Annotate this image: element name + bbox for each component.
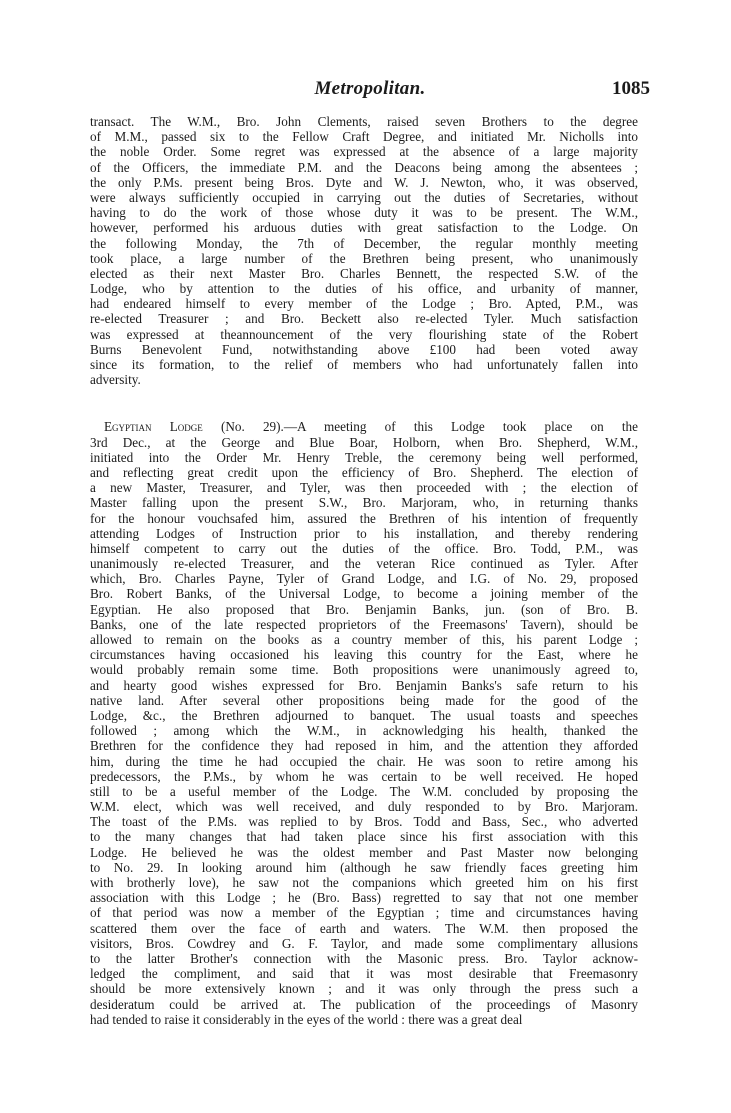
line-text: Lodge. He believed he was the oldest member and Past Master now belonging xyxy=(90,844,638,860)
text-line xyxy=(90,419,638,434)
text-line xyxy=(90,495,638,510)
article-body xyxy=(90,114,638,1027)
line-text: since its formation, to the relief of members who had unfortunately fallen into xyxy=(90,357,638,372)
text-line xyxy=(90,541,638,556)
line-text: which, Bro. Charles Payne, Tyler of Grand Lodge, and I.G. of No. 29, proposed xyxy=(90,571,638,587)
text-line xyxy=(90,450,638,465)
line-text: was expressed at theannouncement of the very flourishing state of the Robert xyxy=(90,326,638,342)
line-text: had endeared himself to every member of the Lodge ; Bro. Apted, P.M., was xyxy=(90,296,638,312)
running-head xyxy=(90,78,650,104)
line-text: the noble Order. Some regret was expressed at the absence of a large majority xyxy=(90,144,638,160)
text-line xyxy=(90,845,638,860)
text-line xyxy=(90,480,638,495)
text-line xyxy=(90,647,638,662)
line-text: initiated into the Order Mr. Henry Treble, the ceremony being well performed, xyxy=(90,449,638,465)
text-line xyxy=(90,693,638,708)
line-text: W.M. elect, which was well received, and duly responded to by Bro. Marjoram. xyxy=(90,799,638,815)
text-line xyxy=(90,905,638,920)
line-text: attending Lodges of Instruction prior to his installation, and thereby rendering xyxy=(90,525,638,541)
running-title: Metropolitan. xyxy=(314,78,426,99)
text-line xyxy=(90,357,638,372)
text-line xyxy=(90,769,638,784)
text-line xyxy=(90,1012,638,1027)
line-text: of M.M., passed six to the Fellow Craft Degree, and initiated Mr. Nicholls into xyxy=(90,129,638,145)
line-text: a new Master, Treasurer, and Tyler, was then proceeded with ; the election of xyxy=(90,480,638,496)
line-text: Burns Benevolent Fund, notwithstanding above £100 had been voted away xyxy=(90,341,638,357)
line-text: ledged the compliment, and said that it was most desirable that Freemasonry xyxy=(90,966,638,982)
line-text: him, during the time he had occupied the chair. He was soon to retire among his xyxy=(90,753,638,769)
paragraph xyxy=(90,114,638,387)
text-line xyxy=(90,632,638,647)
text-line xyxy=(90,951,638,966)
text-line xyxy=(90,435,638,450)
text-line xyxy=(90,114,638,129)
line-text: visitors, Bros. Cowdrey and G. F. Taylor, and made some complimentary allusions xyxy=(90,935,638,951)
line-text: had tended to raise it considerably in the eyes of the world : there was a great deal xyxy=(90,1011,523,1027)
line-text: Lodge, who by attention to the duties of his office, and urbanity of manner, xyxy=(90,281,638,297)
text-line xyxy=(90,296,638,311)
line-text: having to do the work of those whose duty it was to be present. The W.M., xyxy=(90,205,638,221)
line-text: Bro. Robert Banks, of the Universal Lodge, to become a joining member of the xyxy=(90,586,638,602)
lodge-name: Egyptian Lodge xyxy=(104,419,203,435)
text-line xyxy=(90,311,638,326)
line-text: elected as their next Master Bro. Charles Bennett, the respected S.W. of the xyxy=(90,265,638,281)
paragraph xyxy=(90,419,638,1027)
line-text: to the many changes that had taken place since his first association with this xyxy=(90,829,638,845)
line-text: scattered them over the face of earth and waters. The W.M. then proposed the xyxy=(90,920,638,936)
line-text: with brotherly love), he saw not the companions which greeted him on his first xyxy=(90,875,638,890)
page-number: 1085 xyxy=(612,78,650,99)
line-text: Banks, one of the late respected proprietors of the Freemasons' Tavern), should be xyxy=(90,616,638,632)
line-text: (No. 29).—A meeting of this Lodge took place on the xyxy=(202,419,639,435)
line-text: the following Monday, the 7th of December, the regular monthly meeting xyxy=(90,235,638,251)
text-line xyxy=(90,327,638,342)
line-text: 3rd Dec., at the George and Blue Boar, Holborn, when Bro. Shepherd, W.M., xyxy=(90,434,638,450)
text-line xyxy=(90,860,638,875)
line-text: The toast of the P.Ms. was replied to by Bros. Todd and Bass, Sec., who adverted xyxy=(90,814,638,830)
text-line xyxy=(90,890,638,905)
line-text: of the Officers, the immediate P.M. and the Deacons being among the absentees ; xyxy=(90,159,638,175)
text-line xyxy=(90,511,638,526)
text-line xyxy=(90,372,638,387)
line-text: to the latter Brother's connection with the Masonic press. Bro. Taylor acknow- xyxy=(90,950,638,966)
text-line xyxy=(90,921,638,936)
paragraph-gap xyxy=(90,387,638,419)
text-line xyxy=(90,966,638,981)
line-text: adversity. xyxy=(90,372,141,388)
line-text: should be more extensively known ; and it was only through the press such a xyxy=(90,981,638,997)
line-text: circumstances having occasioned his leaving this country for the East, where he xyxy=(90,647,638,663)
line-text: took place, a large number of the Brethren being present, who unanimously xyxy=(90,250,638,266)
text-line xyxy=(90,251,638,266)
line-text: transact. The W.M., Bro. John Clements, raised seven Brothers to the degree xyxy=(90,114,638,129)
line-text: unanimously re-elected Treasurer, and the veteran Rice continued as Tyler. After xyxy=(90,556,638,572)
text-line xyxy=(90,266,638,281)
text-line xyxy=(90,936,638,951)
line-text: however, performed his arduous duties with great satisfaction to the Lodge. On xyxy=(90,220,638,236)
text-line xyxy=(90,220,638,235)
line-text: predecessors, the P.Ms., by whom he was certain to be well received. He hoped xyxy=(90,768,638,784)
line-text: himself competent to carry out the duties of the office. Bro. Todd, P.M., was xyxy=(90,540,638,556)
line-text: for the honour vouchsafed him, assured the Brethren of his intention of frequently xyxy=(90,510,638,526)
text-line xyxy=(90,708,638,723)
line-text: still to be a useful member of the Lodge. The W.M. concluded by proposing the xyxy=(90,783,638,799)
line-text: the only P.Ms. present being Bros. Dyte and W. J. Newton, who, it was observed, xyxy=(90,174,638,190)
text-line xyxy=(90,754,638,769)
line-text: Lodge, &c., the Brethren adjourned to banquet. The usual toasts and speeches xyxy=(90,707,638,723)
line-text: allowed to remain on the books as a country member of this, his parent Lodge ; xyxy=(90,632,638,647)
text-line xyxy=(90,875,638,890)
text-line xyxy=(90,175,638,190)
text-line xyxy=(90,144,638,159)
text-line xyxy=(90,829,638,844)
text-line xyxy=(90,526,638,541)
text-line xyxy=(90,997,638,1012)
text-line xyxy=(90,160,638,175)
text-line xyxy=(90,586,638,601)
text-line xyxy=(90,723,638,738)
line-text: re-elected Treasurer ; and Bro. Beckett also re-elected Tyler. Much satisfaction xyxy=(90,311,638,327)
text-line xyxy=(90,814,638,829)
text-line xyxy=(90,465,638,480)
line-text: and reflecting great credit upon the efficiency of Bro. Shepherd. The election of xyxy=(90,464,638,480)
line-text: Master falling upon the present S.W., Bro. Marjoram, who, in returning thanks xyxy=(90,495,638,511)
text-line xyxy=(90,784,638,799)
line-text: native land. After several other propositions being made for the good of the xyxy=(90,692,638,708)
text-line xyxy=(90,236,638,251)
text-line xyxy=(90,281,638,296)
line-text: would probably remain some time. Both propositions were unanimously agreed to, xyxy=(90,662,638,678)
text-line xyxy=(90,799,638,814)
text-line xyxy=(90,129,638,144)
line-text: to No. 29. In looking around him (although he saw friendly faces greeting him xyxy=(90,859,638,875)
text-line xyxy=(90,190,638,205)
line-text: followed ; among which the W.M., in acknowledging his health, thanked the xyxy=(90,723,638,739)
text-line xyxy=(90,738,638,753)
line-text: Egyptian. He also proposed that Bro. Benjamin Banks, jun. (son of Bro. B. xyxy=(90,601,638,617)
line-text: of that period was now a member of the Egyptian ; time and circumstances having xyxy=(90,905,638,921)
line-text: association with this Lodge ; he (Bro. Bass) regretted to say that not one member xyxy=(90,890,638,906)
text-line xyxy=(90,602,638,617)
text-line xyxy=(90,662,638,677)
line-text: were always sufficiently occupied in carrying out the duties of Secretaries, without xyxy=(90,189,638,205)
text-line xyxy=(90,571,638,586)
text-line xyxy=(90,981,638,996)
line-text: and hearty good wishes expressed for Bro. Benjamin Banks's safe return to his xyxy=(90,677,638,693)
text-line xyxy=(90,342,638,357)
text-line xyxy=(90,556,638,571)
line-text: desideratum could be arrived at. The publication of the proceedings of Masonry xyxy=(90,996,638,1012)
text-line xyxy=(90,617,638,632)
line-text: Brethren for the confidence they had reposed in him, and the attention they afforded xyxy=(90,738,638,754)
text-line xyxy=(90,678,638,693)
text-line xyxy=(90,205,638,220)
